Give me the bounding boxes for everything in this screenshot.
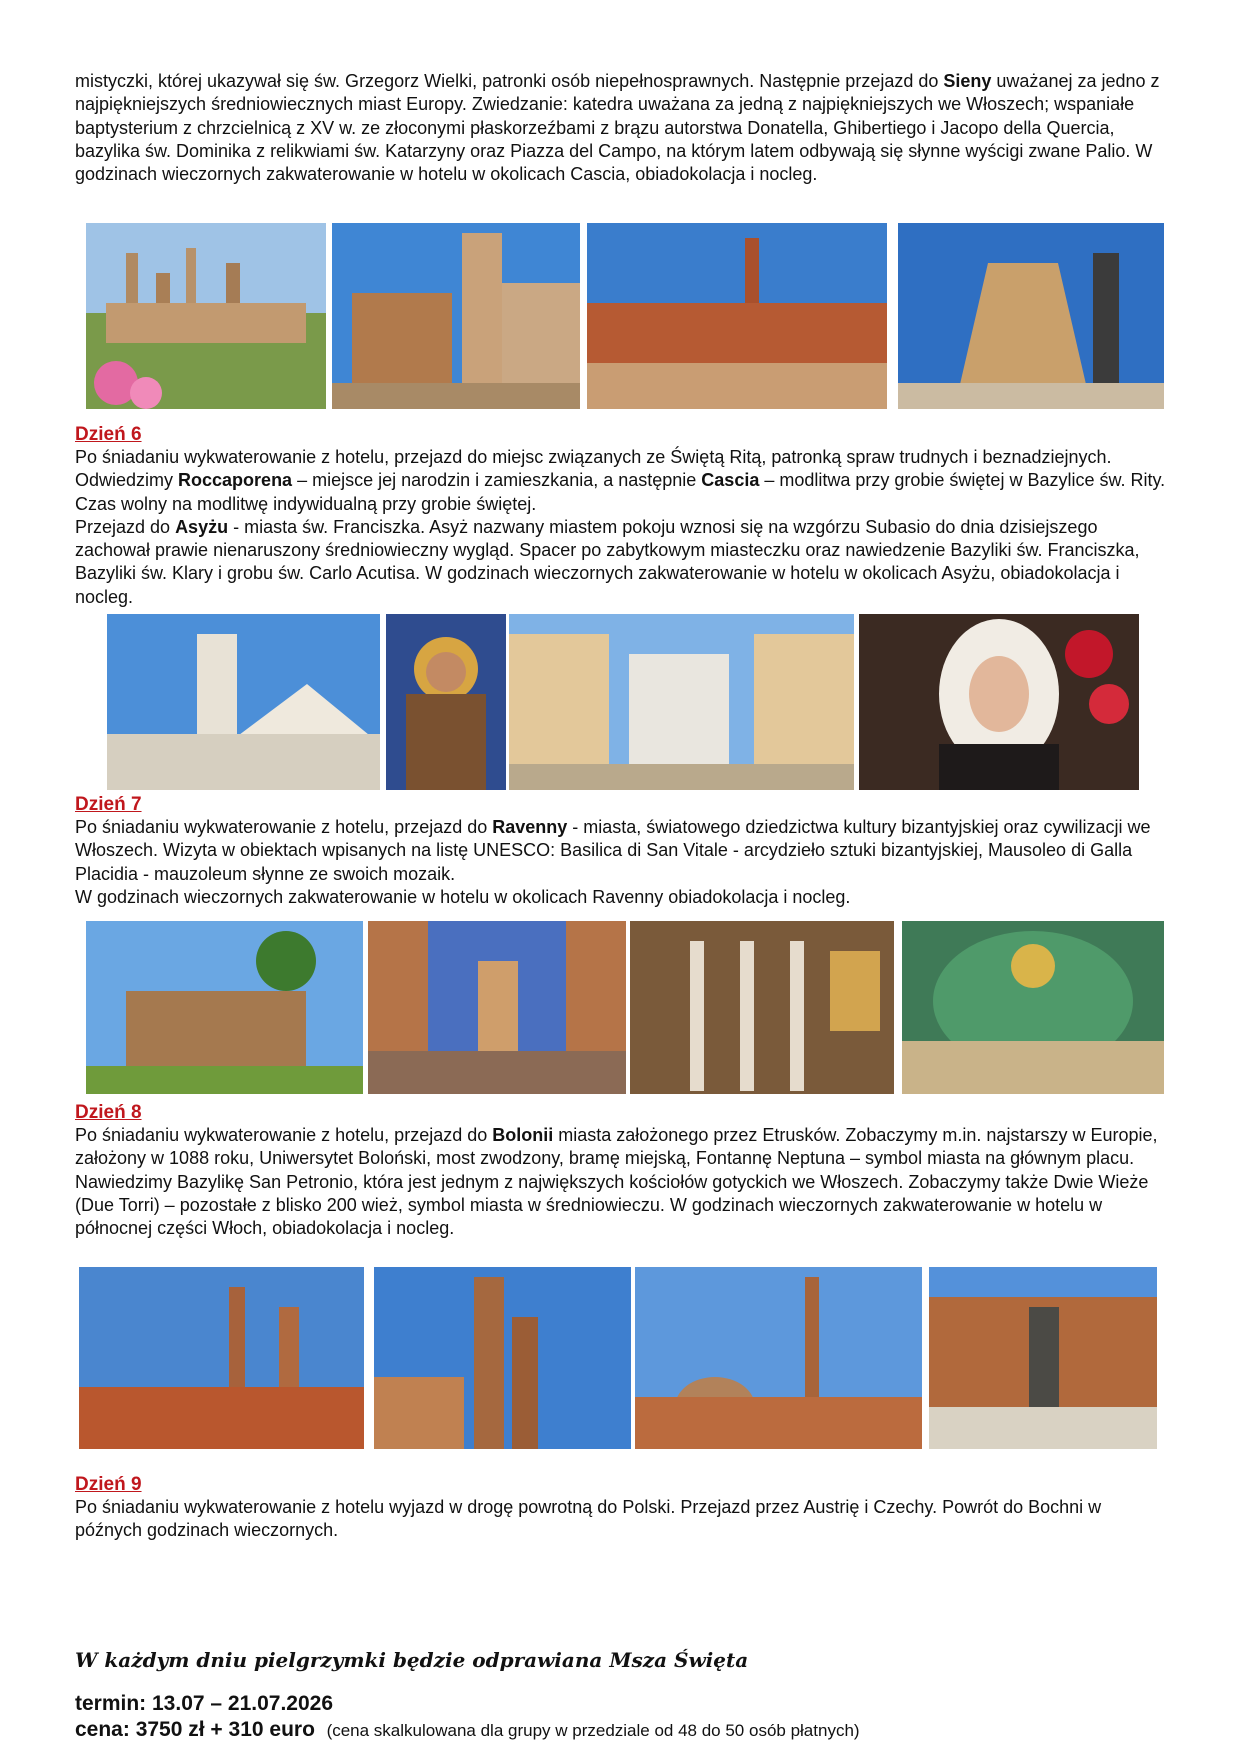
photo-neptune-fountain [929,1267,1157,1449]
day8-text-2: miasta założonego przez Etrusków. Zobaczymy m.in. najstarszy w Europie, założony w 1088 roku, Uniwersytet Boloński, most zwodzony, bramę miejską, Fontannę Neptuna – symbol miasta na głównym placu. Nawiedzimy Bazylikę San Petronio, która jest jednym z największych kościołów gotyckich we Włoszech. Zobaczymy także Dwie Wieże (Due Torri) – pozostałe z blisko 200 wież, symbol miasta w średniowieczu. W godzinach wieczornych zakwaterowanie w hotelu w północnej części Włoch, obiadokolacja i nocleg. [75,1125,1158,1239]
day7-text-3: W godzinach wieczornych zakwaterowanie w hotelu w okolicach Ravenny obiadokolacja i nocleg. [75,886,851,907]
photo-bologna-panorama [635,1267,922,1449]
day6-text-4: Przejazd do [75,516,176,537]
day6-heading: Dzień 6 [75,424,142,445]
intro-bold-siena: Sieny [943,71,992,91]
day7-bold-ravenna: Ravenny [492,817,568,837]
mass-note: W każdym dniu pielgrzymki będzie odprawiana Msza Święta [75,1648,749,1672]
intro-text-1: mistyczki, której ukazywał się św. Grzegorz Wielki, patronki osób niepełnosprawnych. Następnie przejazd do [75,71,944,91]
price-line [75,1716,860,1744]
day6-paragraph [75,446,1170,609]
photo-cascia-basilica [509,614,854,790]
image-row-2 [0,614,1241,790]
photo-piazza-del-campo [587,223,887,409]
term-line: termin: 13.07 – 21.07.2026 [75,1692,334,1715]
photo-san-vitale [86,921,363,1094]
photo-basilica-interior [630,921,894,1094]
photo-bologna-towers [79,1267,364,1449]
photo-st-francis-fresco [386,614,506,790]
photo-ravenna-square [368,921,626,1094]
photo-st-rita [859,614,1139,790]
day7-paragraph [75,816,1170,909]
photo-assisi-basilica [107,614,380,790]
day9-heading: Dzień 9 [75,1474,142,1495]
day7-text-1: Po śniadaniu wykwaterowanie z hotelu, przejazd do [75,817,493,837]
photo-san-gimignano [86,223,326,409]
day6-text-5: - miasta św. Franciszka. Asyż nazwany miastem pokoju wznosi się na wzgórzu Subasio do dnia dzisiejszego zachował prawie nienaruszony średniowieczny wygląd. Spacer po zabytkowym miasteczku oraz nawiedzenie Bazyliki św. Franciszka, Bazyliki św. Klary i grobu św. Carlo Acutisa. W godzinach wieczornych zakwaterowanie w hotelu w okolicach Asyżu, obiadokolacja i nocleg. [75,516,1140,607]
intro-text-2: uważanej za jedno z najpiękniejszych średniowiecznych miast Europy. Zwiedzanie: katedra uważana za jedną z najpiękniejszych we Włoszech; wspaniałe baptysterium z chrzcielnicą z XV w. ze złoconymi płaskorzeźbami z brązu autorstwa Donatella, Ghibertiego i Jacopo della Quercia, bazylika św. Dominika z relikwiami św. Katarzyny oraz Piazza del Campo, na którym latem odbywają się słynne wyścigi zwane Palio. W godzinach wieczornych zakwaterowanie w hotelu w okolicach Cascia, obiadokolacja i nocleg. [75,71,1160,185]
day8-paragraph [75,1124,1170,1240]
day6-text-2: – miejsce jej narodzin i zamieszkania, a następnie [292,470,702,491]
day6-bold-roccaporena: Roccaporena [178,470,293,491]
day6-text-3: – modlitwa przy grobie świętej w Bazylice św. Rity. Czas wolny na modlitwę indywidualną przy grobie świętej. [75,470,1166,514]
photo-siena-cathedral [898,223,1164,409]
image-row-1 [0,223,1241,409]
day8-heading: Dzień 8 [75,1102,142,1123]
day7-text-2: - miasta, światowego dziedzictwa kultury bizantyjskiej oraz cywilizacji we Włoszech. Wizyta w obiektach wpisanych na listę UNESCO: Basilica di San Vitale - arcydzieło sztuki bizantyjskiej, Mausoleo di Galla Placidia - mauzoleum słynne ze swoich mozaik. [75,817,1151,884]
photo-due-torri [374,1267,631,1449]
day6-text-1: Po śniadaniu wykwaterowanie z hotelu, przejazd do miejsc związanych ze Świętą Ritą, patronką spraw trudnych i beznadziejnych. Odwiedzimy [75,447,1112,491]
day7-heading: Dzień 7 [75,794,142,815]
image-row-4 [0,1267,1241,1449]
day8-bold-bolonia: Bolonii [492,1125,554,1145]
day9-paragraph: Po śniadaniu wykwaterowanie z hotelu wyjazd w drogę powrotną do Polski. Przejazd przez Austrię i Czechy. Powrót do Bochni w późnych godzinach wieczornych. [75,1497,1102,1541]
image-row-3 [0,921,1241,1094]
intro-paragraph [75,70,1170,186]
day8-text-1: Po śniadaniu wykwaterowanie z hotelu, przejazd do [75,1125,493,1145]
price-label: cena: 3750 zł + 310 euro [75,1718,315,1741]
day6-bold-asyz: Asyżu [175,516,229,537]
price-note: (cena skalkulowana dla grupy w przedziale od 48 do 50 osób płatnych) [326,1721,860,1740]
photo-mosaic-apse [902,921,1164,1094]
photo-san-gimignano-towers [332,223,580,409]
day6-bold-cascia: Cascia [701,470,760,491]
